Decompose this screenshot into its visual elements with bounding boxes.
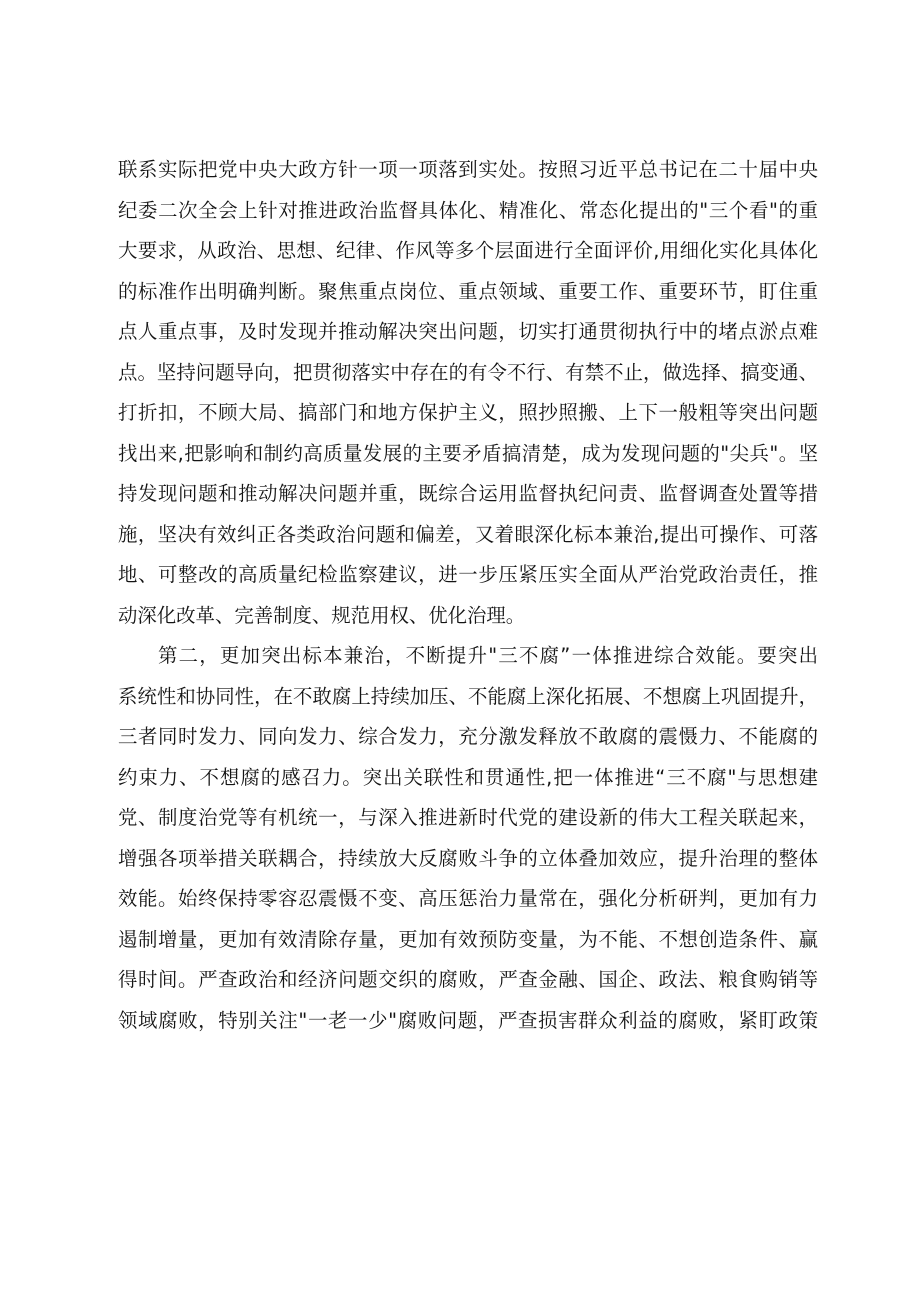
text-line: 增强各项举措关联耦合，持续放大反腐败斗争的立体叠加效应，提升治理的整体 bbox=[118, 846, 818, 870]
text-line: 动深化改革、完善制度、规范用权、优化治理。 bbox=[118, 603, 526, 627]
text-line: 持发现问题和推动解决问题并重，既综合运用监督执纪问责、监督调查处置等措 bbox=[118, 482, 818, 505]
text-line: 点。坚持问题导向，把贯彻落实中存在的有令不行、有禁不止，做选择、搞变通、 bbox=[118, 360, 818, 384]
text-line: 联系实际把党中央大政方针一项一项落到实处。按照习近平总书记在二十届中央 bbox=[118, 158, 818, 181]
text-line: 打折扣，不顾大局、搞部门和地方保护主义，照抄照搬、上下一般粗等突出问题 bbox=[118, 401, 818, 424]
text-line: 三者同时发力、同向发力、综合发力，充分激发释放不敢腐的震慑力、不能腐的 bbox=[118, 725, 818, 748]
text-line: 党、制度治党等有机统一，与深入推进新时代党的建设新的伟大工程关联起来， bbox=[118, 806, 818, 829]
paragraph-1 bbox=[118, 150, 818, 636]
text-line: 点人重点事，及时发现并推动解决突出问题，切实打通贯彻执行中的堵点淤点难 bbox=[118, 320, 818, 343]
text-line: 大要求，从政治、思想、纪律、作风等多个层面进行全面评价,用细化实化具体化 bbox=[118, 239, 818, 262]
text-line: 第二，更加突出标本兼治，不断提升"三不腐”一体推进综合效能。要突出 bbox=[158, 644, 818, 667]
document-body bbox=[118, 150, 818, 1041]
paragraph-2 bbox=[118, 636, 818, 1041]
text-line: 遏制增量，更加有效清除存量，更加有效预防变量，为不能、不想创造条件、赢 bbox=[118, 927, 818, 951]
text-line: 的标准作出明确判断。聚焦重点岗位、重点领域、重要工作、重要环节，盯住重 bbox=[118, 279, 818, 303]
text-line: 约束力、不想腐的感召力。突出关联性和贯通性,把一体推进“三不腐"与思想建 bbox=[118, 765, 818, 789]
text-line: 地、可整改的高质量纪检监察建议，进一步压紧压实全面从严治党政治责任，推 bbox=[118, 563, 818, 586]
text-line: 领域腐败，特别关注"一老一少"腐败问题，严查损害群众利益的腐败，紧盯政策 bbox=[118, 1008, 818, 1032]
text-line: 施，坚决有效纠正各类政治问题和偏差，又着眼深化标本兼治,提出可操作、可落 bbox=[118, 522, 818, 546]
text-line: 系统性和协同性，在不敢腐上持续加压、不能腐上深化拓展、不想腐上巩固提升， bbox=[118, 684, 818, 708]
text-line: 得时间。严查政治和经济问题交织的腐败，严查金融、国企、政法、粮食购销等 bbox=[118, 968, 818, 991]
text-line: 找出来,把影响和制约高质量发展的主要矛盾搞清楚，成为发现问题的"尖兵"。坚 bbox=[118, 441, 819, 465]
text-line: 纪委二次全会上针对推进政治监督具体化、精准化、常态化提出的"三个看"的重 bbox=[118, 198, 818, 222]
text-line: 效能。始终保持零容忍震慑不变、高压惩治力量常在，强化分析研判，更加有力 bbox=[118, 887, 818, 910]
